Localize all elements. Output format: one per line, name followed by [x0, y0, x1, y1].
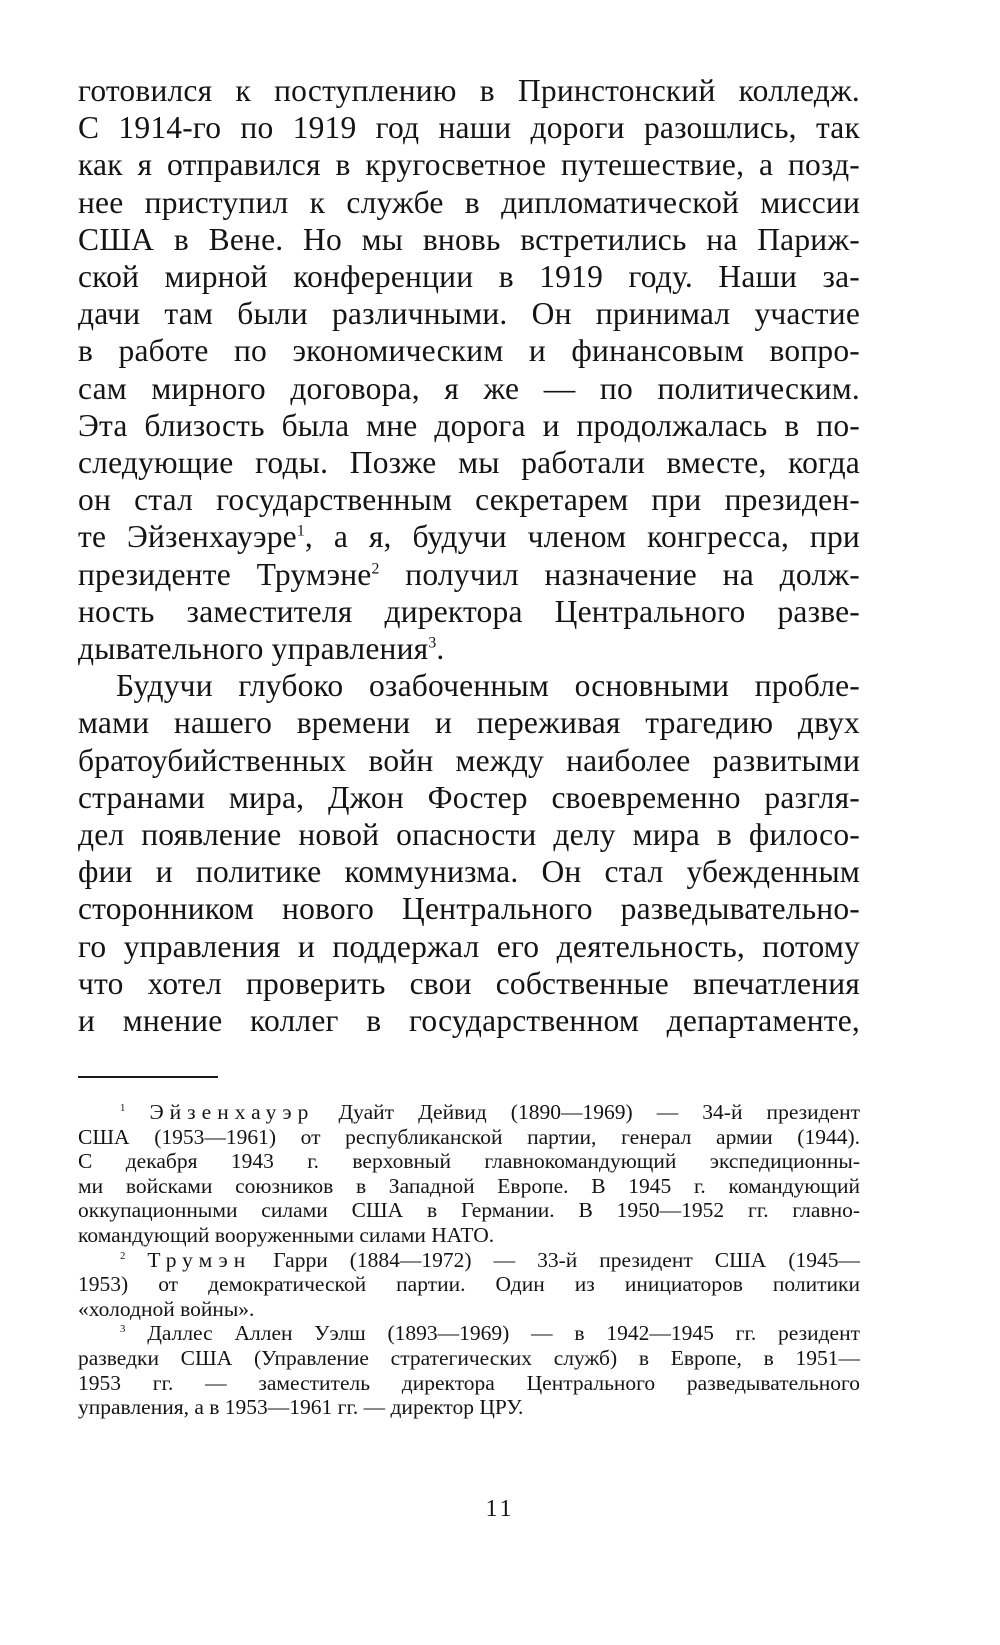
text-line: фии и политике коммунизма. Он стал убежденным: [78, 854, 860, 890]
text-fragment: президенте Трумэне: [78, 556, 372, 592]
text-line: мами нашего времени и переживая трагедию двух: [78, 705, 860, 741]
footnote-line: разведки США (Управление стратегических служб) в Европе, в 1951—: [78, 1345, 860, 1370]
footnote-name: Трумэн: [147, 1247, 252, 1272]
main-text: [78, 72, 860, 1039]
footnote-mark: 3: [120, 1323, 126, 1336]
text-fragment: дывательного управления: [78, 631, 429, 667]
text-line: [78, 518, 860, 555]
footnote-line: [78, 1100, 860, 1125]
text-fragment: Дуайт Дейвид (1890—1969) — 34-й президент: [314, 1100, 860, 1124]
footnote-line: «холодной войны».: [78, 1296, 255, 1321]
footnote-line: США (1953—1961) от республиканской партии, генерал армии (1944).: [78, 1124, 860, 1149]
text-line: [78, 556, 860, 593]
text-line: го управления и поддержал его деятельность, потому: [78, 928, 860, 964]
text-line: дел появление новой опасности делу мира в филосо-: [78, 817, 860, 853]
text-fragment: Гарри (1884—1972) — 33-й президент США (1945—: [251, 1247, 861, 1272]
text-line: дачи там были различными. Он принимал участие: [78, 296, 860, 332]
text-line: С 1914-го по 1919 год наши дороги разошлись, так: [78, 110, 860, 146]
footnote-2: [78, 1248, 860, 1322]
text-line: [78, 630, 860, 667]
text-line: ской мирной конференции в 1919 году. Наши за-: [78, 259, 860, 295]
text-line: сторонником нового Центрального разведывательно-: [78, 891, 860, 927]
footnote-line: 1953 гг. — заместитель директора Центрального разведывательного: [78, 1370, 860, 1395]
footnote-line: оккупационными силами США в Германии. В 1950—1952 гг. главно-: [78, 1198, 860, 1223]
page-number: 11: [485, 1496, 515, 1522]
text-line: в работе по экономическим и финансовым вопро-: [78, 333, 860, 369]
footnote-line: управления, а в 1953—1961 гг. — директор ЦРУ.: [78, 1395, 524, 1420]
text-line: как я отправился в кругосветное путешествие, а позд-: [78, 147, 860, 183]
text-line: и мнение коллег в государственном департаменте,: [78, 1003, 860, 1039]
text-fragment: те Эйзенхауэре: [78, 519, 297, 555]
footnote-mark: 1: [120, 1101, 126, 1114]
text-fragment: , а я, будучи членом конгресса, при: [304, 519, 860, 555]
text-line: он стал государственным секретарем при президен-: [78, 482, 860, 518]
text-line: что хотел проверить свои собственные впечатления: [78, 965, 860, 1001]
text-line: нее приступил к службе в дипломатической миссии: [78, 184, 860, 220]
page-body: [78, 72, 860, 1039]
footnote-ref-2[interactable]: 2: [371, 560, 380, 578]
text-line: ность заместителя директора Центрального разве-: [78, 593, 860, 629]
footnote-line: [78, 1248, 860, 1273]
footnote-line: командующий вооруженными силами НАТО.: [78, 1222, 495, 1247]
text-line: сам мирного договора, я же — по политическим.: [78, 370, 860, 406]
paragraph-2: [78, 667, 860, 1039]
footnote-3: [78, 1321, 860, 1419]
footnote-line: 1953) от демократической партии. Один из инициаторов политики: [78, 1272, 860, 1297]
paragraph-1: [78, 72, 860, 667]
footnote-ref-1[interactable]: 1: [296, 522, 305, 540]
footnotes: [78, 1100, 860, 1420]
text-line: готовился к поступлению в Принстонский колледж.: [78, 73, 860, 108]
footnote-line: С декабря 1943 г. верховный главнокомандующий экспедиционны-: [78, 1149, 860, 1174]
text-line: Будучи глубоко озабоченным основными пробле-: [116, 668, 860, 704]
text-line: братоубийственных войн между наиболее развитыми: [78, 742, 860, 778]
text-line: США в Вене. Но мы вновь встретились на Париж-: [78, 221, 860, 257]
footnote-divider: [78, 1076, 218, 1078]
text-fragment: Даллес Аллен Уэлш (1893—1969) — в 1942—1945 гг. резидент: [147, 1321, 860, 1346]
text-line: странами мира, Джон Фостер своевременно разгля-: [78, 779, 860, 815]
footnote-1: [78, 1100, 860, 1248]
text-line: Эта близость была мне дорога и продолжалась в по-: [78, 407, 860, 443]
text-fragment: .: [436, 631, 445, 667]
footnote-line: ми войсками союзников в Западной Европе. В 1945 г. командующий: [78, 1173, 860, 1198]
footnote-line: [78, 1321, 860, 1346]
footnote-ref-3[interactable]: 3: [428, 634, 437, 652]
footnote-mark: 2: [120, 1249, 126, 1262]
text-fragment: получил назначение на долж-: [379, 556, 860, 592]
text-line: следующие годы. Позже мы работали вместе, когда: [78, 445, 860, 481]
footnote-name: Эйзенхауэр: [149, 1100, 315, 1124]
